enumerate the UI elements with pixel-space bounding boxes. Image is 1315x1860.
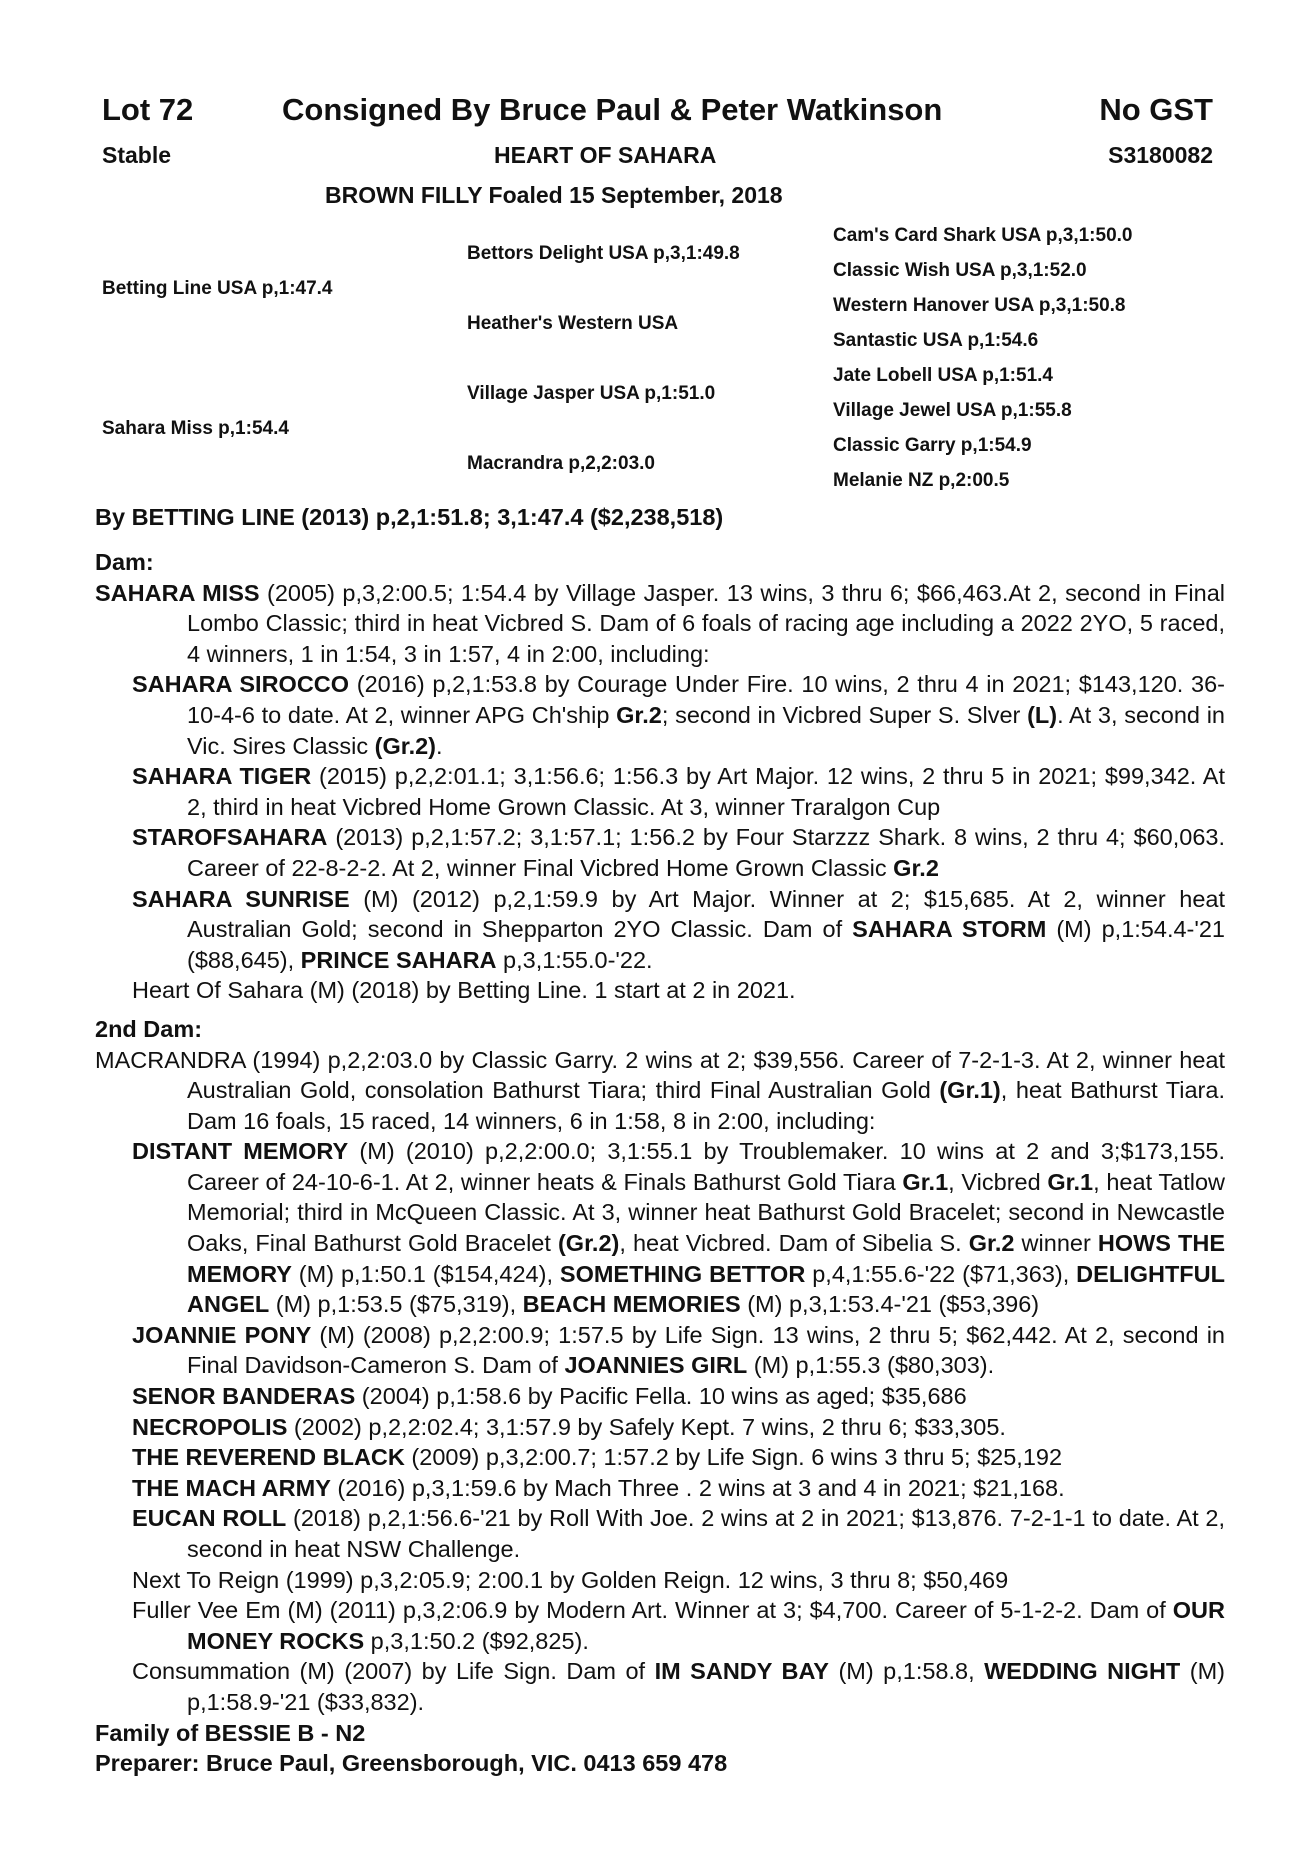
pedigree-g3: Melanie NZ p,2:00.5 [833, 470, 1010, 491]
lot-number: Lot 72 [102, 92, 194, 127]
pedigree-sire-sire: Bettors Delight USA p,3,1:49.8 [467, 243, 740, 264]
pedigree-sire-dam: Heather's Western USA [467, 313, 679, 334]
progeny-name: SAHARA SUNRISE [132, 885, 350, 912]
preparer-line: Preparer: Bruce Paul, Greensborough, VIC. 0413 659 478 [95, 1750, 728, 1777]
progeny-entry: Consummation (M) (2007) by Life Sign. Dam of IM SANDY BAY (M) p,1:58.8, WEDDING NIGHT (M) p,1:58.9-'21 ($33,832). [132, 1658, 1225, 1715]
progeny-name: SENOR BANDERAS [132, 1383, 356, 1410]
progeny-entry: THE REVEREND BLACK (2009) p,3,2:00.7; 1:57.2 by Life Sign. 6 wins 3 thru 5; $25,192 [132, 1444, 1063, 1471]
horse-description: BROWN FILLY Foaled 15 September, 2018 [325, 182, 783, 208]
progeny-name: THE REVEREND BLACK [132, 1444, 405, 1471]
pedigree-g3: Village Jewel USA p,1:55.8 [833, 400, 1072, 421]
pedigree-g3: Cam's Card Shark USA p,3,1:50.0 [833, 225, 1133, 246]
progeny-entry: SENOR BANDERAS (2004) p,1:58.6 by Pacific Fella. 10 wins as aged; $35,686 [132, 1383, 967, 1410]
horse-name: HEART OF SAHARA [494, 142, 717, 168]
progeny-entry: Next To Reign (1999) p,3,2:05.9; 2:00.1 by Golden Reign. 12 wins, 3 thru 8; $50,469 [132, 1566, 1009, 1593]
pedigree-g3: Classic Wish USA p,3,1:52.0 [833, 260, 1087, 281]
progeny-entry: Heart Of Sahara (M) (2018) by Betting Line. 1 start at 2 in 2021. [132, 977, 796, 1004]
dam-entry: SAHARA MISS (2005) p,3,2:00.5; 1:54.4 by Village Jasper. 13 wins, 3 thru 6; $66,463.At 2, second in Final Lombo Classic; third in heat Vicbred S. Dam of 6 foals of racing age including a 2022 2YO, 5 raced, 4 winners, 1 in 1:54, 3 in 1:57, 4 in 2:00, including: [95, 579, 1225, 667]
second-dam-entry: MACRANDRA (1994) p,2,2:03.0 by Classic Garry. 2 wins at 2; $39,556. Career of 7-2-1-3. At 2, winner heat Australian Gold, consolation Bathurst Tiara; third Final Australian Gold (Gr.1), heat Bathurst Tiara. Dam 16 foals, 15 raced, 14 winners, 6 in 1:58, 8 in 2:00, including: [95, 1046, 1225, 1134]
progeny-entry: NECROPOLIS (2002) p,2,2:02.4; 3,1:57.9 by Safely Kept. 7 wins, 2 thru 6; $33,305. [132, 1413, 1006, 1440]
progeny-entry: STAROFSAHARA (2013) p,2,1:57.2; 3,1:57.1; 1:56.2 by Four Starzzz Shark. 8 wins, 2 thru 4; $60,063. Career of 22-8-2-2. At 2, winner Final Vicbred Home Grown Classic Gr.2 [132, 824, 1225, 881]
progeny-entry: THE MACH ARMY (2016) p,3,1:59.6 by Mach Three . 2 wins at 3 and 4 in 2021; $21,168. [132, 1474, 1065, 1501]
pedigree-dam-sire: Village Jasper USA p,1:51.0 [467, 383, 716, 404]
progeny-name: DISTANT MEMORY [132, 1138, 349, 1165]
sire-line: By BETTING LINE (2013) p,2,1:51.8; 3,1:47.4 ($2,238,518) [95, 504, 724, 530]
progeny-name: SAHARA TIGER [132, 763, 312, 790]
pedigree-g3: Classic Garry p,1:54.9 [833, 435, 1032, 456]
dam-name: SAHARA MISS [95, 579, 260, 606]
progeny-entry: JOANNIE PONY (M) (2008) p,2,2:00.9; 1:57.5 by Life Sign. 13 wins, 2 thru 5; $62,442. At 2, second in Final Davidson-Cameron S. Dam of JOANNIES GIRL (M) p,1:55.3 ($80,303). [132, 1321, 1226, 1379]
progeny-entry: SAHARA TIGER (2015) p,2,2:01.1; 3,1:56.6; 1:56.3 by Art Major. 12 wins, 2 thru 5 in 2021; $99,342. At 2, third in heat Vicbred Home Grown Classic. At 3, winner Traralgon Cup [132, 763, 1225, 820]
pedigree-sire: Betting Line USA p,1:47.4 [102, 278, 333, 299]
dam-heading: Dam: [95, 549, 154, 575]
family-line: Family of BESSIE B - N2 [95, 1719, 366, 1746]
progeny-entry: DISTANT MEMORY (M) (2010) p,2,2:00.0; 3,1:55.1 by Troublemaker. 10 wins at 2 and 3;$173,155. Career of 24-10-6-1. At 2, winner heats & Finals Bathurst Gold Tiara Gr.1, Vicbred Gr.1, heat Tatlow Memorial; third in McQueen Classic. At 3, winner heat Bathurst Gold Bracelet; second in Newcastle Oaks, Final Bathurst Gold Bracelet (Gr.2), heat Vicbred. Dam of Sibelia S. Gr.2 winner HOWS THE MEMORY (M) p,1:50.1 ($154,424), SOMETHING BETTOR p,4,1:55.6-'22 ($71,363), DELIGHTFUL ANGEL (M) p,1:53.5 ($75,319), BEACH MEMORIES (M) p,3,1:53.4-'21 ($53,396) [132, 1138, 1226, 1318]
pedigree-g3: Santastic USA p,1:54.6 [833, 330, 1039, 351]
second-dam-heading: 2nd Dam: [95, 1015, 203, 1042]
pedigree-g3: Jate Lobell USA p,1:51.4 [833, 365, 1053, 386]
progeny-name: THE MACH ARMY [132, 1474, 331, 1501]
progeny-name: EUCAN ROLL [132, 1505, 287, 1532]
location: Stable [102, 142, 172, 168]
catalogue-body [95, 547, 1225, 1779]
pedigree-dam-dam: Macrandra p,2,2:03.0 [467, 453, 655, 474]
pedigree-g3: Western Hanover USA p,3,1:50.8 [833, 295, 1126, 316]
pedigree-dam: Sahara Miss p,1:54.4 [102, 418, 289, 439]
progeny-name: SAHARA SIROCCO [132, 671, 350, 698]
progeny-entry: SAHARA SUNRISE (M) (2012) p,2,1:59.9 by Art Major. Winner at 2; $15,685. At 2, winner heat Australian Gold; second in Shepparton 2YO Classic. Dam of SAHARA STORM (M) p,1:54.4-'21 ($88,645), PRINCE SAHARA p,3,1:55.0-'22. [132, 885, 1225, 973]
progeny-name: NECROPOLIS [132, 1413, 288, 1440]
consignor: Consigned By Bruce Paul & Peter Watkinson [282, 92, 943, 127]
registration-code: S3180082 [1108, 142, 1213, 168]
gst-status: No GST [1099, 92, 1213, 127]
progeny-entry: Fuller Vee Em (M) (2011) p,3,2:06.9 by Modern Art. Winner at 3; $4,700. Career of 5-1-2-2. Dam of OUR MONEY ROCKS p,3,1:50.2 ($92,825). [132, 1597, 1225, 1654]
progeny-name: STAROFSAHARA [132, 824, 328, 851]
progeny-entry: EUCAN ROLL (2018) p,2,1:56.6-'21 by Roll With Joe. 2 wins at 2 in 2021; $13,876. 7-2-1-1 to date. At 2, second in heat NSW Challenge. [132, 1505, 1226, 1562]
progeny-name: JOANNIE PONY [132, 1321, 312, 1348]
progeny-entry: SAHARA SIROCCO (2016) p,2,1:53.8 by Courage Under Fire. 10 wins, 2 thru 4 in 2021; $143,120. 36-10-4-6 to date. At 2, winner APG Ch'ship Gr.2; second in Vicbred Super S. Slver (L). At 3, second in Vic. Sires Classic (Gr.2). [132, 671, 1225, 759]
